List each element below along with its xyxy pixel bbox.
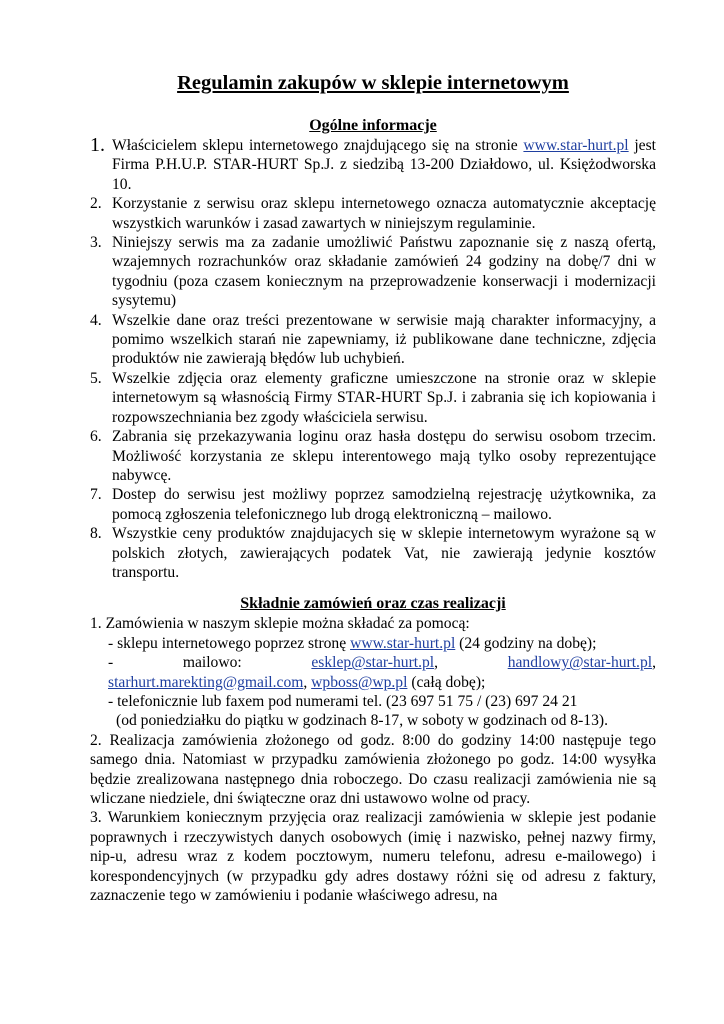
star-hurt-link[interactable]: www.star-hurt.pl [350,634,456,652]
order-method-web [90,634,656,653]
order-method-mail [90,653,656,672]
item-text: Wszystkie ceny produktów znajdujacych się w sklepie internetowym wyrażone są w polskich złotych, zawierających podatek Vat, nie zawierają jedynie kosztów transportu. [112,525,656,581]
separator: , [652,654,656,672]
method-text: (24 godziny na dobę); [455,634,597,652]
list-item [90,194,656,233]
list-number: 8. [90,525,102,543]
list-number: 3. [90,234,102,252]
method-text: - sklepu internetowego poprzez stronę [108,634,351,652]
mail-dash: - [108,654,114,672]
list-item [90,369,656,427]
item-text: jest Firma P.H.U.P. STAR-HURT Sp.J. z siedzibą 13-200 Działdowo, ul. Księżodworska 10. [112,137,656,193]
list-item [90,311,656,369]
item-text: Właścicielem sklepu internetowego znajdującego się na stronie [112,137,524,154]
orders-paragraph-2: 2. Realizacja zamówienia złożonego od godz. 8:00 do godziny 14:00 następuje tego samego dnia. Natomiast w przypadku zamówienia złożonego po godz. 14:00 wysyłka będzie zrealizowana następnego dnia roboczego. Do czasu realizacji zamówienia nie są wliczane niedziele, dni świąteczne oraz dni ustawowo wolne od pracy. [90,731,656,807]
method-text: (całą dobę); [407,673,486,691]
orders-paragraph-3: 3. Warunkiem koniecznym przyjęcia oraz realizacji zamówienia w sklepie jest podanie poprawnych i rzeczywistych danych osobowych (imię i nazwisko, pełnej nazwy firmy, nip-u, adresu wraz z kodem pocztowym, numeru telefonu, adresu e-mailowego) i korespondencyjnych (w przypadku gdy adres dostawy różni się od adresu z faktury, zaznaczenie tego w zamówieniu i podanie właściwego adresu, na [90,809,656,905]
list-item [90,485,656,524]
list-number: 5. [90,369,102,387]
item-text: Niniejszy serwis ma za zadanie umożliwić Państwu zapoznanie się z naszą ofertą, wzajemnych rozrachunków oraz składanie zamówień 24 godziny na dobę/7 dni w tygodniu (poza czasem koniecznym na przeprowadzenie konserwacji i modernizacji sysytemu) [112,234,656,310]
orders-intro: 1. Zamówienia w naszym sklepie można składać za pomocą: [90,615,470,633]
wpboss-email-link[interactable]: wpboss@wp.pl [311,673,408,691]
item-text: Zabrania się przekazywania loginu oraz hasła dostępu do serwisu osobom trzecim. Możliwość korzystania ze sklepu interentowego mają tylko osoby reprezentujące nabywcę. [112,428,656,484]
list-item [90,233,656,311]
list-number: 1. [90,134,105,156]
gmail-email-link[interactable]: starhurt.marekting@gmail.com [108,673,304,691]
document-page [90,70,656,905]
star-hurt-link[interactable]: www.star-hurt.pl [523,137,629,154]
mail-link-1-wrap [311,653,438,672]
mail-label: mailowo: [182,654,242,672]
list-item [90,136,656,194]
section-heading-orders: Składnie zamówień oraz czas realizacji [240,595,506,613]
item-text: Korzystanie z serwisu oraz sklepu internetowego oznacza automatycznie akceptację wszystkich warunków i zasad zawartych w niniejszym regulaminie. [112,195,656,232]
separator: , [303,673,312,691]
list-number: 2. [90,195,102,213]
list-number: 6. [90,428,102,446]
order-method-phone: - telefonicznie lub faxem pod numerami tel. (23 697 51 75 / (23) 697 24 21 [108,692,578,710]
general-info-list [90,136,656,582]
esklep-email-link[interactable]: esklep@star-hurt.pl [311,654,435,672]
item-text: Wszelkie zdjęcia oraz elementy graficzne umieszczone na stronie oraz w sklepie internetowym są własnością Firmy STAR-HURT Sp.J. i zabrania się ich kopiowania i rozpowszechniania bez zgody właściciela serwisu. [112,369,656,426]
list-number: 4. [90,311,102,329]
item-text: Dostep do serwisu jest możliwy poprzez samodzielną rejestrację użytkownika, za pomocą zgłoszenia telefonicznego lub drogą elektroniczną – mailowo. [112,486,656,523]
mail-link-2-wrap [508,653,656,672]
handlowy-email-link[interactable]: handlowy@star-hurt.pl [507,654,653,672]
order-method-mail-cont [90,673,656,692]
list-item [90,427,656,485]
list-item [90,524,656,582]
list-number: 7. [90,486,102,504]
section-heading-general: Ogólne informacje [309,117,437,134]
document-title: Regulamin zakupów w sklepie internetowym [177,72,569,94]
order-hours: (od poniedziałku do piątku w godzinach 8-17, w soboty w godzinach od 8-13). [116,712,608,730]
separator: , [434,654,439,672]
item-text: Wszelkie dane oraz treści prezentowane w serwisie mają charakter informacyjny, a pomimo wszelkich starań nie zapewniamy, iż publikowane dane techniczne, zdjęcia produktów nie zawierają błędów lub uchybień. [112,311,656,368]
